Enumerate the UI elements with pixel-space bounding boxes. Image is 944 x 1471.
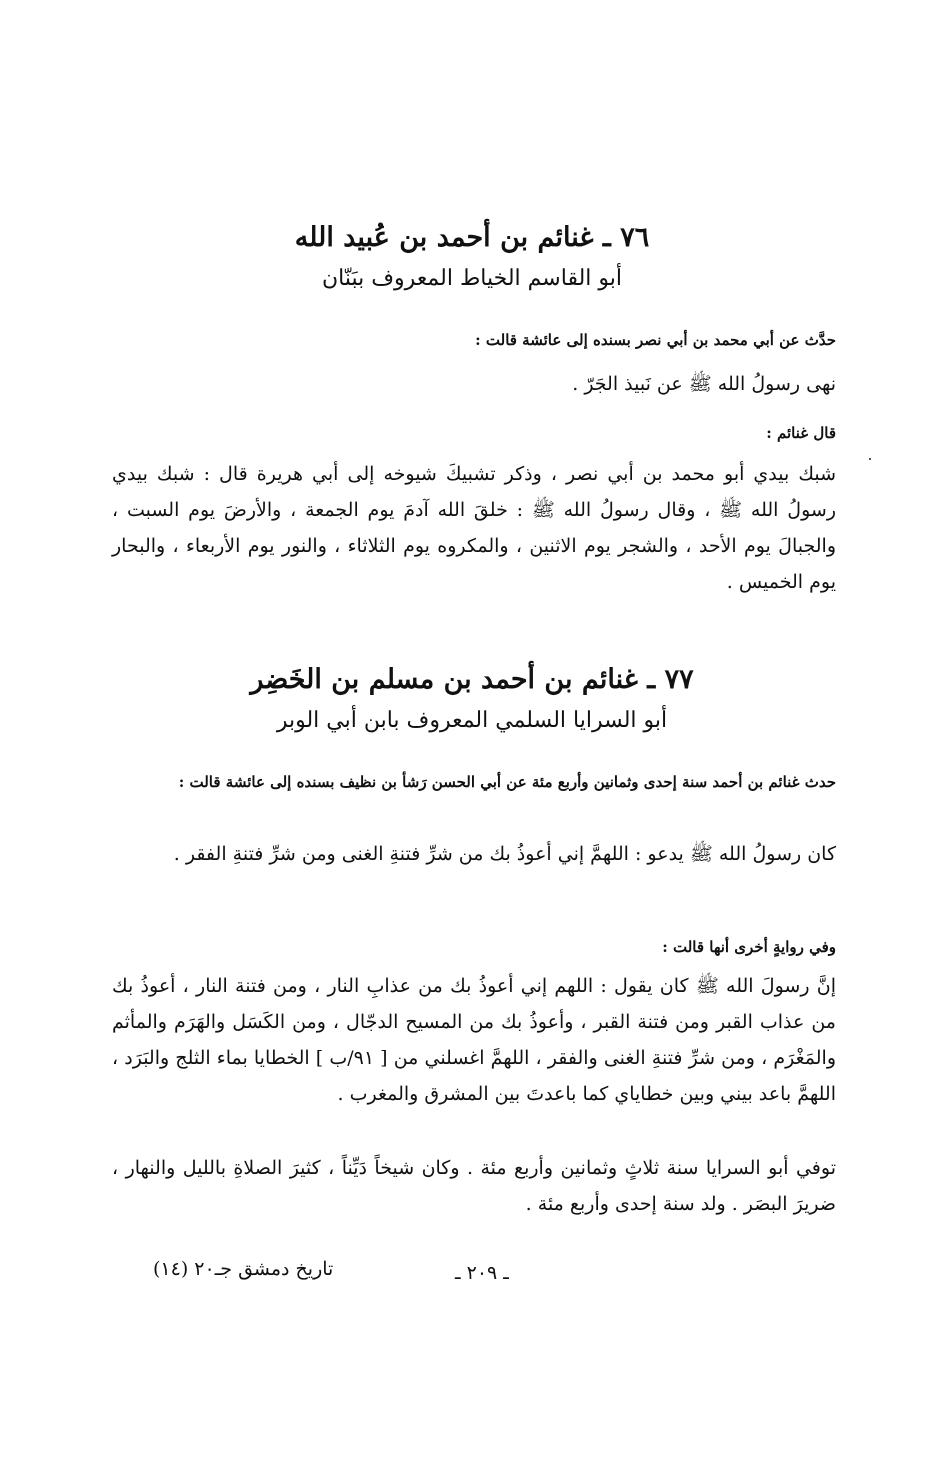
entry-76-title: ٧٦ ـ غنائم بن أحمد بن عُبيد الله — [294, 222, 650, 253]
entry-77-hadith: كان رسولُ الله ﷺ يدعو : اللهمَّ إني أعوذُ بك من شرِّ فتنةِ الغنى ومن شرِّ فتنةِ الفقر . — [173, 843, 836, 865]
entry-76-note-label: قال غنائم : — [766, 424, 836, 442]
entry-77-subtitle: أبو السرايا السلمي المعروف بابن أبي الوبر — [276, 708, 668, 733]
entry-76-isnad: حدَّث عن أبي محمد بن أبي نصر بسنده إلى عائشة قالت : — [475, 331, 836, 349]
entry-77-variant-label: وفي روايةٍ أخرى أنها قالت : — [662, 938, 836, 956]
scan-speck — [869, 458, 871, 460]
page-number: ـ ٢٠٩ ـ — [455, 1262, 509, 1284]
entry-77-isnad: حدث غنائم بن أحمد سنة إحدى وثمانين وأربع مئة عن أبي الحسن رَشأ بن نظيف بسنده إلى عائشة قالت : — [178, 773, 836, 791]
entry-77-title: ٧٧ ـ غنائم بن أحمد بن مسلم بن الخَضِر — [250, 664, 694, 695]
book-reference: تاريخ دمشق جـ٢٠ (١٤) — [153, 1258, 334, 1280]
entry-76-narration: شبك بيدي أبو محمد بن أبي نصر ، وذكر تشبيكَ شيوخه إلى أبي هريرة قال : شبك بيدي رسولُ الله ﷺ ، وقال رسولُ الله ﷺ : خلقَ الله آدمَ يوم الجمعة ، والأرضَ يوم السبت ، والجبالَ يوم الأحد ، والشجر يوم الاثنين ، والمكروه يوم الثلاثاء ، والنور يوم الأربعاء ، والبحار يوم الخميس . — [112, 463, 836, 593]
entry-76-subtitle: أبو القاسم الخياط المعروف ببَنّان — [322, 266, 622, 291]
entry-77-death: توفي أبو السرايا سنة ثلاثٍ وثمانين وأربع مئة . وكان شيخاً دَيِّناً ، كثيرَ الصلاةِ بالليل والنهار ، ضريرَ البصَر . ولد سنة إحدى وأربع مئة . — [112, 1157, 836, 1215]
entry-77-variant: إنَّ رسولَ الله ﷺ كان يقول : اللهم إني أعوذُ بك من عذابِ النار ، ومن فتنة النار ، أعوذُ بك من عذاب القبر ومن فتنة القبر ، وأعوذُ بك من المسيح الدجّال ، ومن الكَسَل والهَرَم والمأثم والمَغْرَم ، ومن شرِّ فتنةِ الغنى والفقر ، اللهمَّ اغسلني من [ ٩١/ب ] الخطايا بماء الثلج والبَرَد ، اللهمَّ باعد بيني وبين خطاياي كما باعدتَ بين المشرق والمغرب . — [112, 975, 836, 1105]
entry-76-hadith: نهى رسولُ الله ﷺ عن نَبيذ الجَرّ . — [572, 373, 836, 395]
